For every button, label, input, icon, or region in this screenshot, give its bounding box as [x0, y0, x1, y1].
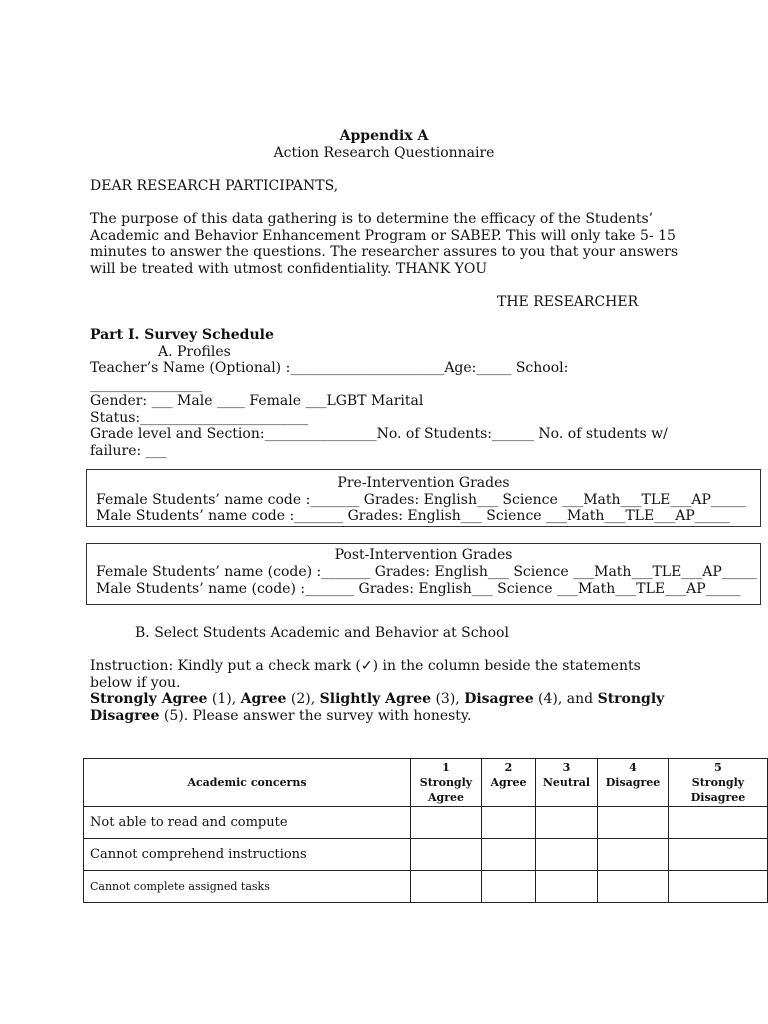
- pre-intervention-title: Pre-Intervention Grades: [337, 475, 510, 491]
- instruction-line-1: Instruction: Kindly put a check mark (✓) in the column beside the statements: [90, 658, 641, 674]
- profile-line-1: Teacher’s Name (Optional) :______________________Age:_____ School:: [90, 360, 569, 376]
- questionnaire-subtitle: Action Research Questionnaire: [273, 145, 495, 161]
- answer-cell-3[interactable]: [536, 839, 598, 871]
- intro-line-1: The purpose of this data gathering is to determine the efficacy of the Students’: [90, 211, 654, 227]
- table-row: [84, 871, 768, 903]
- answer-cell-2[interactable]: [482, 839, 536, 871]
- profile-line-5: Grade level and Section:________________No. of Students:______ No. of students w/: [90, 426, 668, 442]
- profile-line-4: Status:________________________: [90, 410, 309, 426]
- table-row: [84, 807, 768, 839]
- pre-male-line: Male Students’ name code :_______ Grades: English___ Science ___Math___TLE___AP_____: [96, 508, 730, 524]
- answer-cell-1[interactable]: [411, 839, 482, 871]
- answer-cell-5[interactable]: [669, 807, 768, 839]
- pre-intervention-box: [86, 469, 761, 527]
- post-female-line: Female Students’ name (code) :_______ Grades: English___ Science ___Math___TLE___AP_____: [96, 564, 757, 580]
- signature: THE RESEARCHER: [497, 294, 639, 310]
- section-b-title: B. Select Students Academic and Behavior at School: [135, 625, 509, 641]
- concern-label: Cannot comprehend instructions: [84, 839, 411, 871]
- pre-female-line: Female Students’ name code :_______ Grades: English___ Science ___Math___TLE___AP_____: [96, 492, 746, 508]
- salutation: DEAR RESEARCH PARTICIPANTS,: [90, 178, 339, 194]
- header-disagree: 4 Disagree: [598, 759, 669, 807]
- instruction-line-2: below if you.: [90, 675, 181, 691]
- answer-cell-5[interactable]: [669, 839, 768, 871]
- answer-cell-4[interactable]: [598, 807, 669, 839]
- profile-line-6: failure: ___: [90, 443, 167, 459]
- answer-cell-4[interactable]: [598, 839, 669, 871]
- intro-line-3: minutes to answer the questions. The researcher assures to you that your answers: [90, 244, 679, 260]
- header-strongly-disagree: 5 Strongly Disagree: [669, 759, 768, 807]
- answer-cell-1[interactable]: [411, 807, 482, 839]
- profile-line-3: Gender: ___ Male ____ Female ___LGBT Marital: [90, 393, 424, 409]
- concern-label: Not able to read and compute: [84, 807, 411, 839]
- answer-cell-2[interactable]: [482, 807, 536, 839]
- scale-line-2: Disagree (5). Please answer the survey with honesty.: [90, 708, 472, 724]
- answer-cell-1[interactable]: [411, 871, 482, 903]
- post-intervention-title: Post-Intervention Grades: [334, 547, 513, 563]
- table-row: [84, 839, 768, 871]
- academic-concerns-table: [83, 758, 768, 903]
- answer-cell-2[interactable]: [482, 871, 536, 903]
- intro-line-2: Academic and Behavior Enhancement Program or SABEP. This will only take 5- 15: [90, 228, 676, 244]
- profile-line-2: ________________: [90, 377, 202, 393]
- answer-cell-3[interactable]: [536, 807, 598, 839]
- answer-cell-4[interactable]: [598, 871, 669, 903]
- answer-cell-3[interactable]: [536, 871, 598, 903]
- post-male-line: Male Students’ name (code) :_______ Grades: English___ Science ___Math___TLE___AP_____: [96, 581, 741, 597]
- section-a-title: A. Profiles: [158, 344, 231, 360]
- intro-line-4: will be treated with utmost confidentiality. THANK YOU: [90, 261, 488, 277]
- part1-title: Part I. Survey Schedule: [90, 327, 274, 343]
- concern-label: Cannot complete assigned tasks: [84, 871, 411, 903]
- appendix-title: Appendix A: [339, 128, 429, 144]
- post-intervention-box: [86, 543, 761, 605]
- header-strongly-agree: 1 Strongly Agree: [411, 759, 482, 807]
- header-academic-concerns: Academic concerns: [84, 759, 411, 807]
- table-header-row: [84, 759, 768, 807]
- answer-cell-5[interactable]: [669, 871, 768, 903]
- scale-line-1: Strongly Agree (1), Agree (2), Slightly Agree (3), Disagree (4), and Strongly: [90, 691, 665, 707]
- header-neutral: 3 Neutral: [536, 759, 598, 807]
- header-agree: 2 Agree: [482, 759, 536, 807]
